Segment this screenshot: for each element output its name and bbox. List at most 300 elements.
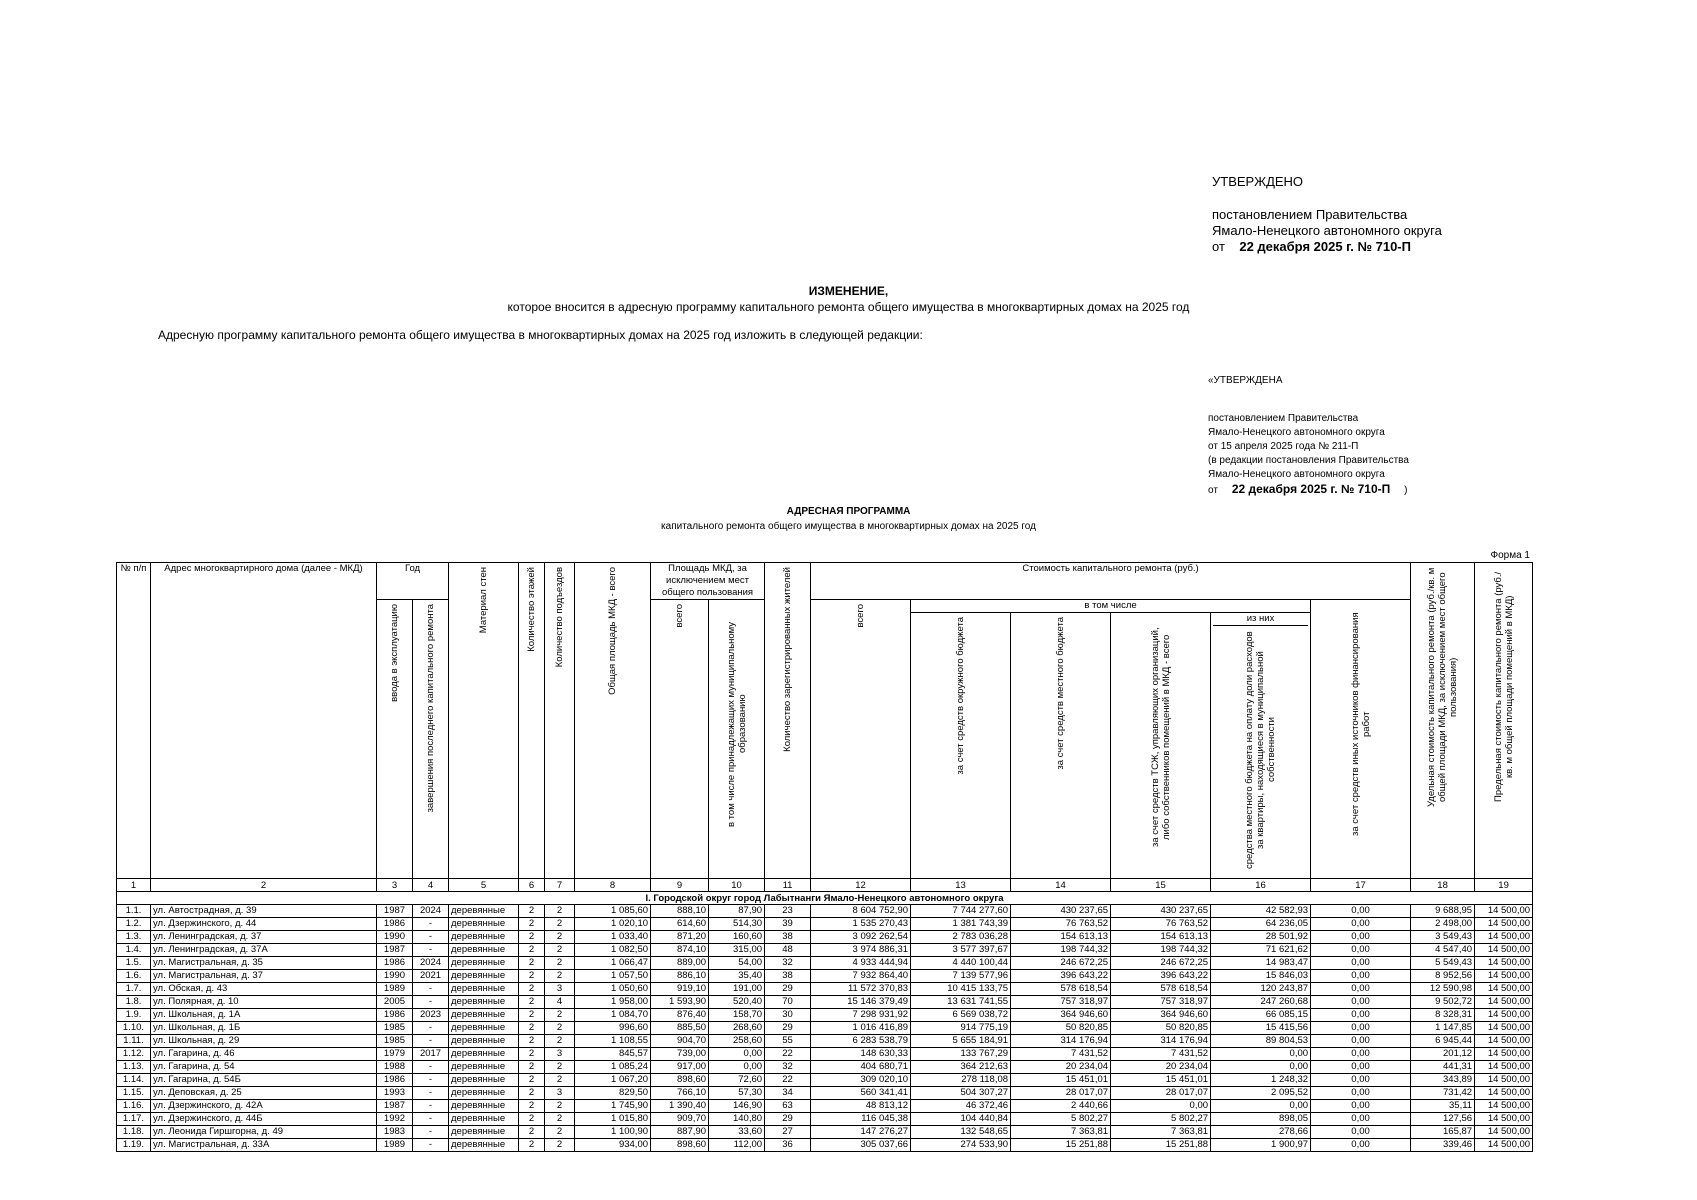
table-cell: 3 <box>545 983 575 996</box>
table-cell: 0,00 <box>1311 983 1411 996</box>
table-cell: 57,30 <box>709 1087 765 1100</box>
table-cell: - <box>413 1061 449 1074</box>
table-cell: - <box>413 1139 449 1152</box>
header-area-total: всего <box>651 600 709 879</box>
table-cell: - <box>413 1087 449 1100</box>
header-wall: Материал стен <box>449 563 519 879</box>
table-cell: 140,80 <box>709 1113 765 1126</box>
table-cell: 148 630,33 <box>811 1048 911 1061</box>
table-cell: 23 <box>765 905 811 918</box>
table-cell: 1.18. <box>117 1126 151 1139</box>
table-cell: 2 <box>545 1126 575 1139</box>
table-cell: 8 328,31 <box>1411 1009 1475 1022</box>
table-cell: 1 066,47 <box>575 957 651 970</box>
table-cell: деревянные <box>449 1048 519 1061</box>
table-cell: 0,00 <box>1211 1100 1311 1113</box>
table-cell: 8 604 752,90 <box>811 905 911 918</box>
table-cell: 29 <box>765 1113 811 1126</box>
table-cell: 10 415 133,75 <box>911 983 1011 996</box>
column-number: 4 <box>413 879 449 892</box>
table-cell: 1.6. <box>117 970 151 983</box>
table-cell: 2 498,00 <box>1411 918 1475 931</box>
header-area-municipal: в том числе принадлежащих муниципальному образованию <box>709 600 765 879</box>
table-cell: 9 502,72 <box>1411 996 1475 1009</box>
table-cell: 1 958,00 <box>575 996 651 1009</box>
table-cell: 885,50 <box>651 1022 709 1035</box>
table-cell: 14 500,00 <box>1475 996 1533 1009</box>
table-cell: 160,60 <box>709 931 765 944</box>
table-row <box>117 1087 1533 1100</box>
table-row <box>117 957 1533 970</box>
approval-inner-line4: (в редакции постановления Правительства <box>1208 455 1409 466</box>
approval-inner <box>1208 374 1668 498</box>
table-cell: ул. Деповская, д. 25 <box>151 1087 377 1100</box>
table-cell: 42 582,93 <box>1211 905 1311 918</box>
table-cell: 898,05 <box>1211 1113 1311 1126</box>
approval-line1: постановлением Правительства <box>1212 207 1408 222</box>
table-cell: 48 813,12 <box>811 1100 911 1113</box>
table-cell: 9 688,95 <box>1411 905 1475 918</box>
table-cell: 2 <box>519 931 545 944</box>
table-cell: 364 946,60 <box>1011 1009 1111 1022</box>
table-cell: 1989 <box>377 983 413 996</box>
approval-inner-line6 <box>1208 482 1668 498</box>
table-cell: 246 672,25 <box>1011 957 1111 970</box>
table-cell: 2023 <box>413 1009 449 1022</box>
table-cell: 514,30 <box>709 918 765 931</box>
table-cell: 2 <box>545 957 575 970</box>
table-cell: 2 <box>545 1061 575 1074</box>
table-cell: - <box>413 931 449 944</box>
table-cell: 20 234,04 <box>1111 1061 1211 1074</box>
table-cell: 430 237,65 <box>1111 905 1211 918</box>
table-cell: 2024 <box>413 905 449 918</box>
table-cell: 154 613,13 <box>1011 931 1111 944</box>
table-cell: 917,00 <box>651 1061 709 1074</box>
program-table <box>116 562 1533 1152</box>
table-row <box>117 1035 1533 1048</box>
table-cell: 70 <box>765 996 811 1009</box>
table-cell: 2 <box>519 1061 545 1074</box>
approval-header <box>1212 174 1662 255</box>
table-cell: 766,10 <box>651 1087 709 1100</box>
column-number: 10 <box>709 879 765 892</box>
table-cell: 0,00 <box>1311 1100 1411 1113</box>
table-cell: 898,60 <box>651 1139 709 1152</box>
table-cell: 14 500,00 <box>1475 1009 1533 1022</box>
table-cell: 1 248,32 <box>1211 1074 1311 1087</box>
column-number: 8 <box>575 879 651 892</box>
table-cell: 0,00 <box>709 1061 765 1074</box>
table-cell: 29 <box>765 983 811 996</box>
table-cell: 364 212,63 <box>911 1061 1011 1074</box>
table-cell: 1.3. <box>117 931 151 944</box>
table-cell: ул. Гагарина, д. 54Б <box>151 1074 377 1087</box>
table-cell: 1986 <box>377 1074 413 1087</box>
table-cell: ул. Гагарина, д. 46 <box>151 1048 377 1061</box>
approval-inner-line2: Ямало-Ненецкого автономного округа <box>1208 427 1385 438</box>
table-cell: деревянные <box>449 1100 519 1113</box>
table-cell: 14 500,00 <box>1475 1022 1533 1035</box>
table-cell: 1 016 416,89 <box>811 1022 911 1035</box>
table-cell: 38 <box>765 970 811 983</box>
table-cell: 6 569 038,72 <box>911 1009 1011 1022</box>
table-cell: 201,12 <box>1411 1048 1475 1061</box>
table-cell: 22 <box>765 1048 811 1061</box>
table-cell: 934,00 <box>575 1139 651 1152</box>
table-cell: 2 <box>519 1035 545 1048</box>
table-cell: деревянные <box>449 1113 519 1126</box>
table-cell: 1 015,80 <box>575 1113 651 1126</box>
header-local: за счет средств местного бюджета <box>1011 613 1111 879</box>
header-num: № п/п <box>117 563 151 879</box>
table-row <box>117 1126 1533 1139</box>
table-cell: 14 500,00 <box>1475 983 1533 996</box>
header-address: Адрес многоквартирного дома (далее - МКД) <box>151 563 377 879</box>
table-cell: деревянные <box>449 931 519 944</box>
table-cell: 71 621,62 <box>1211 944 1311 957</box>
table-cell: 1 057,50 <box>575 970 651 983</box>
header-okrug: за счет средств окружного бюджета <box>911 613 1011 879</box>
table-cell: 14 500,00 <box>1475 957 1533 970</box>
table-cell: деревянные <box>449 983 519 996</box>
table-cell: 1 084,70 <box>575 1009 651 1022</box>
table-cell: 2 <box>545 1113 575 1126</box>
column-number: 14 <box>1011 879 1111 892</box>
table-cell: 845,57 <box>575 1048 651 1061</box>
table-row <box>117 944 1533 957</box>
table-row <box>117 1139 1533 1152</box>
table-cell: 2 <box>545 1074 575 1087</box>
table-cell: 55 <box>765 1035 811 1048</box>
table-cell: - <box>413 918 449 931</box>
table-cell: 28 017,07 <box>1011 1087 1111 1100</box>
header-other: за счет средств иных источников финансирования работ <box>1311 600 1411 879</box>
table-cell: деревянные <box>449 1035 519 1048</box>
table-cell: 13 631 741,55 <box>911 996 1011 1009</box>
table-cell: 66 085,15 <box>1211 1009 1311 1022</box>
table-cell: 2 <box>519 1009 545 1022</box>
table-cell: 1.2. <box>117 918 151 931</box>
table-cell: 3 577 397,67 <box>911 944 1011 957</box>
table-cell: 904,70 <box>651 1035 709 1048</box>
table-cell: 2 <box>519 1126 545 1139</box>
table-row <box>117 1074 1533 1087</box>
table-cell: 441,31 <box>1411 1061 1475 1074</box>
table-cell: 2 <box>519 996 545 1009</box>
approval-inner-line1: постановлением Правительства <box>1208 413 1359 424</box>
table-cell: 1.15. <box>117 1087 151 1100</box>
column-number: 19 <box>1475 879 1533 892</box>
table-cell: 739,00 <box>651 1048 709 1061</box>
table-cell: 0,00 <box>1311 918 1411 931</box>
table-cell: 63 <box>765 1100 811 1113</box>
approval-inner-date-prefix: от <box>1208 485 1218 496</box>
table-cell: 614,60 <box>651 918 709 931</box>
table-cell: 1 085,60 <box>575 905 651 918</box>
table-cell: 0,00 <box>1211 1061 1311 1074</box>
header-total-area: Общая площадь МКД - всего <box>575 563 651 879</box>
table-cell: 1985 <box>377 1035 413 1048</box>
table-cell: 1987 <box>377 905 413 918</box>
table-cell: 3 549,43 <box>1411 931 1475 944</box>
table-cell: 2017 <box>413 1048 449 1061</box>
table-cell: 12 590,98 <box>1411 983 1475 996</box>
table-cell: 305 037,66 <box>811 1139 911 1152</box>
table-cell: - <box>413 1100 449 1113</box>
header-including: в том числе <box>911 600 1311 613</box>
table-cell: 1993 <box>377 1087 413 1100</box>
table-cell: 7 744 277,60 <box>911 905 1011 918</box>
table-cell: 2 <box>545 1139 575 1152</box>
change-subtitle: которое вносится в адресную программу капитального ремонта общего имущества в многоквартирных домах на 2025 год <box>507 300 1190 314</box>
table-cell: 343,89 <box>1411 1074 1475 1087</box>
table-cell: 6 283 538,79 <box>811 1035 911 1048</box>
table-cell: 0,00 <box>1311 1087 1411 1100</box>
table-cell: 1.14. <box>117 1074 151 1087</box>
table-cell: 36 <box>765 1139 811 1152</box>
table-cell: 15 451,01 <box>1011 1074 1111 1087</box>
table-cell: 278,66 <box>1211 1126 1311 1139</box>
table-cell: 364 946,60 <box>1111 1009 1211 1022</box>
header-of-which: из них <box>1213 613 1308 626</box>
table-cell: 14 500,00 <box>1475 1074 1533 1087</box>
table-cell: ул. Дзержинского, д. 44Б <box>151 1113 377 1126</box>
form-label: Форма 1 <box>1490 550 1530 561</box>
approval-line2: Ямало-Ненецкого автономного округа <box>1212 223 1442 238</box>
table-cell: 28 017,07 <box>1111 1087 1211 1100</box>
table-cell: 50 820,85 <box>1011 1022 1111 1035</box>
table-cell: 7 932 864,40 <box>811 970 911 983</box>
column-number: 11 <box>765 879 811 892</box>
table-cell: 14 500,00 <box>1475 1139 1533 1152</box>
table-cell: 46 372,46 <box>911 1100 1011 1113</box>
table-cell: 2 <box>519 1022 545 1035</box>
table-cell: - <box>413 996 449 1009</box>
table-cell: ул. Автострадная, д. 39 <box>151 905 377 918</box>
table-cell: 2 <box>519 918 545 931</box>
table-cell: 887,90 <box>651 1126 709 1139</box>
section-row <box>117 892 1533 905</box>
table-cell: 0,00 <box>1311 1035 1411 1048</box>
table-cell: 1 381 743,39 <box>911 918 1011 931</box>
table-cell: 7 431,52 <box>1111 1048 1211 1061</box>
table-cell: 0,00 <box>1111 1100 1211 1113</box>
table-cell: 314 176,94 <box>1111 1035 1211 1048</box>
table-cell: 0,00 <box>1311 1113 1411 1126</box>
table-cell: 914 775,19 <box>911 1022 1011 1035</box>
column-number: 18 <box>1411 879 1475 892</box>
table-cell: деревянные <box>449 1009 519 1022</box>
table-cell: 1 050,60 <box>575 983 651 996</box>
table-cell: 268,60 <box>709 1022 765 1035</box>
header-max-cost: Предельная стоимость капитального ремонта (руб./кв. м общей площади помещений в МКД) <box>1475 563 1533 879</box>
table-cell: 146,90 <box>709 1100 765 1113</box>
table-cell: 2 <box>545 918 575 931</box>
table-cell: 0,00 <box>1311 1022 1411 1035</box>
table-cell: 14 500,00 <box>1475 1126 1533 1139</box>
table-cell: 2 <box>519 983 545 996</box>
table-cell: 1 085,24 <box>575 1061 651 1074</box>
table-cell: деревянные <box>449 918 519 931</box>
table-cell: 3 <box>545 1048 575 1061</box>
table-cell: - <box>413 1035 449 1048</box>
table-cell: 1985 <box>377 1022 413 1035</box>
table-cell: 909,70 <box>651 1113 709 1126</box>
table-cell: 1 535 270,43 <box>811 918 911 931</box>
table-cell: 1.10. <box>117 1022 151 1035</box>
table-cell: 874,10 <box>651 944 709 957</box>
table-cell: - <box>413 1113 449 1126</box>
table-cell: 898,60 <box>651 1074 709 1087</box>
table-row <box>117 1100 1533 1113</box>
table-cell: 127,56 <box>1411 1113 1475 1126</box>
table-cell: ул. Гагарина, д. 54 <box>151 1061 377 1074</box>
table-cell: 54,00 <box>709 957 765 970</box>
table-cell: 72,60 <box>709 1074 765 1087</box>
table-cell: 339,46 <box>1411 1139 1475 1152</box>
table-cell: 2 <box>519 944 545 957</box>
table-cell: 50 820,85 <box>1111 1022 1211 1035</box>
column-number: 3 <box>377 879 413 892</box>
table-cell: ул. Ленинградская, д. 37 <box>151 931 377 944</box>
table-cell: деревянные <box>449 1022 519 1035</box>
table-cell: 0,00 <box>1311 931 1411 944</box>
header-year-last-repair: завершения последнего капитального ремонта <box>413 600 449 879</box>
table-cell: 15 415,56 <box>1211 1022 1311 1035</box>
table-cell: 1 108,55 <box>575 1035 651 1048</box>
table-cell: 996,60 <box>575 1022 651 1035</box>
table-cell: 64 236,05 <box>1211 918 1311 931</box>
table-cell: 2021 <box>413 970 449 983</box>
table-cell: - <box>413 1022 449 1035</box>
table-cell: деревянные <box>449 996 519 1009</box>
table-cell: 191,00 <box>709 983 765 996</box>
table-cell: 158,70 <box>709 1009 765 1022</box>
approval-date-prefix: от <box>1212 239 1225 254</box>
table-cell: 886,10 <box>651 970 709 983</box>
table-row <box>117 931 1533 944</box>
change-title: ИЗМЕНЕНИЕ, <box>808 284 889 298</box>
table-cell: 1.19. <box>117 1139 151 1152</box>
table-cell: 3 <box>545 1087 575 1100</box>
table-row <box>117 905 1533 918</box>
table-cell: 1992 <box>377 1113 413 1126</box>
table-cell: ул. Леонида Гиршгорна, д. 49 <box>151 1126 377 1139</box>
table-cell: 1979 <box>377 1048 413 1061</box>
table-cell: 89 804,53 <box>1211 1035 1311 1048</box>
table-cell: 32 <box>765 1061 811 1074</box>
table-cell: деревянные <box>449 944 519 957</box>
column-number: 1 <box>117 879 151 892</box>
table-cell: 76 763,52 <box>1111 918 1211 931</box>
table-cell: 1 900,97 <box>1211 1139 1311 1152</box>
table-cell: деревянные <box>449 1126 519 1139</box>
table-cell: 8 952,56 <box>1411 970 1475 983</box>
table-cell: 2 <box>519 1139 545 1152</box>
table-cell: 4 547,40 <box>1411 944 1475 957</box>
table-cell: - <box>413 1074 449 1087</box>
table-row <box>117 970 1533 983</box>
table-cell: 14 500,00 <box>1475 918 1533 931</box>
column-number: 5 <box>449 879 519 892</box>
table-cell: 0,00 <box>1311 905 1411 918</box>
table-cell: деревянные <box>449 1139 519 1152</box>
table-cell: 20 234,04 <box>1011 1061 1111 1074</box>
table-cell: 889,00 <box>651 957 709 970</box>
table-cell: - <box>413 1126 449 1139</box>
table-cell: ул. Полярная, д. 10 <box>151 996 377 1009</box>
table-row <box>117 983 1533 996</box>
table-cell: 132 548,65 <box>911 1126 1011 1139</box>
table-cell: 0,00 <box>709 1048 765 1061</box>
table-row <box>117 1022 1533 1035</box>
table-cell: 14 500,00 <box>1475 944 1533 957</box>
table-cell: 15 846,03 <box>1211 970 1311 983</box>
table-cell: 33,60 <box>709 1126 765 1139</box>
table-cell: 14 500,00 <box>1475 1048 1533 1061</box>
table-cell: 0,00 <box>1311 1009 1411 1022</box>
table-cell: 396 643,22 <box>1011 970 1111 983</box>
table-cell: ул. Школьная, д. 1Б <box>151 1022 377 1035</box>
table-cell: 4 <box>545 996 575 1009</box>
table-cell: 560 341,41 <box>811 1087 911 1100</box>
table-cell: 0,00 <box>1311 944 1411 957</box>
table-cell: 1.12. <box>117 1048 151 1061</box>
table-cell: 0,00 <box>1311 1139 1411 1152</box>
table-cell: 0,00 <box>1311 1048 1411 1061</box>
approval-inner-date: 22 декабря 2025 г. № 710-П <box>1231 482 1391 496</box>
table-cell: ул. Ленинградская, д. 37А <box>151 944 377 957</box>
table-cell: 120 243,87 <box>1211 983 1311 996</box>
table-cell: 2 <box>519 1048 545 1061</box>
table-cell: 14 500,00 <box>1475 1113 1533 1126</box>
table-cell: ул. Школьная, д. 1А <box>151 1009 377 1022</box>
table-cell: 15 251,88 <box>1011 1139 1111 1152</box>
table-cell: 4 933 444,94 <box>811 957 911 970</box>
table-cell: 7 363,81 <box>1011 1126 1111 1139</box>
table-cell: 1 147,85 <box>1411 1022 1475 1035</box>
table-cell: 1.1. <box>117 905 151 918</box>
table-cell: 1 067,20 <box>575 1074 651 1087</box>
table-cell: 14 500,00 <box>1475 905 1533 918</box>
table-cell: 1 020,10 <box>575 918 651 931</box>
table-cell: 2 <box>519 1100 545 1113</box>
table-cell: 5 802,27 <box>1111 1113 1211 1126</box>
table-cell: 278 118,08 <box>911 1074 1011 1087</box>
table-cell: 1.11. <box>117 1035 151 1048</box>
header-year: Год <box>377 563 449 600</box>
column-numbers-row <box>117 879 1533 892</box>
table-cell: 0,00 <box>1311 996 1411 1009</box>
table-cell: 32 <box>765 957 811 970</box>
table-cell: деревянные <box>449 905 519 918</box>
table-cell: 2 <box>545 1022 575 1035</box>
table-cell: 7 139 577,96 <box>911 970 1011 983</box>
table-cell: 1 593,90 <box>651 996 709 1009</box>
column-number: 2 <box>151 879 377 892</box>
table-cell: 35,11 <box>1411 1100 1475 1113</box>
table-cell: 2 783 036,28 <box>911 931 1011 944</box>
table-cell: 2 095,52 <box>1211 1087 1311 1100</box>
table-cell: 11 572 370,83 <box>811 983 911 996</box>
table-row <box>117 1009 1533 1022</box>
table-cell: 430 237,65 <box>1011 905 1111 918</box>
table-cell: 1986 <box>377 957 413 970</box>
table-cell: 5 655 184,91 <box>911 1035 1011 1048</box>
table-cell: ул. Магистральная, д. 37 <box>151 970 377 983</box>
table-cell: 87,90 <box>709 905 765 918</box>
